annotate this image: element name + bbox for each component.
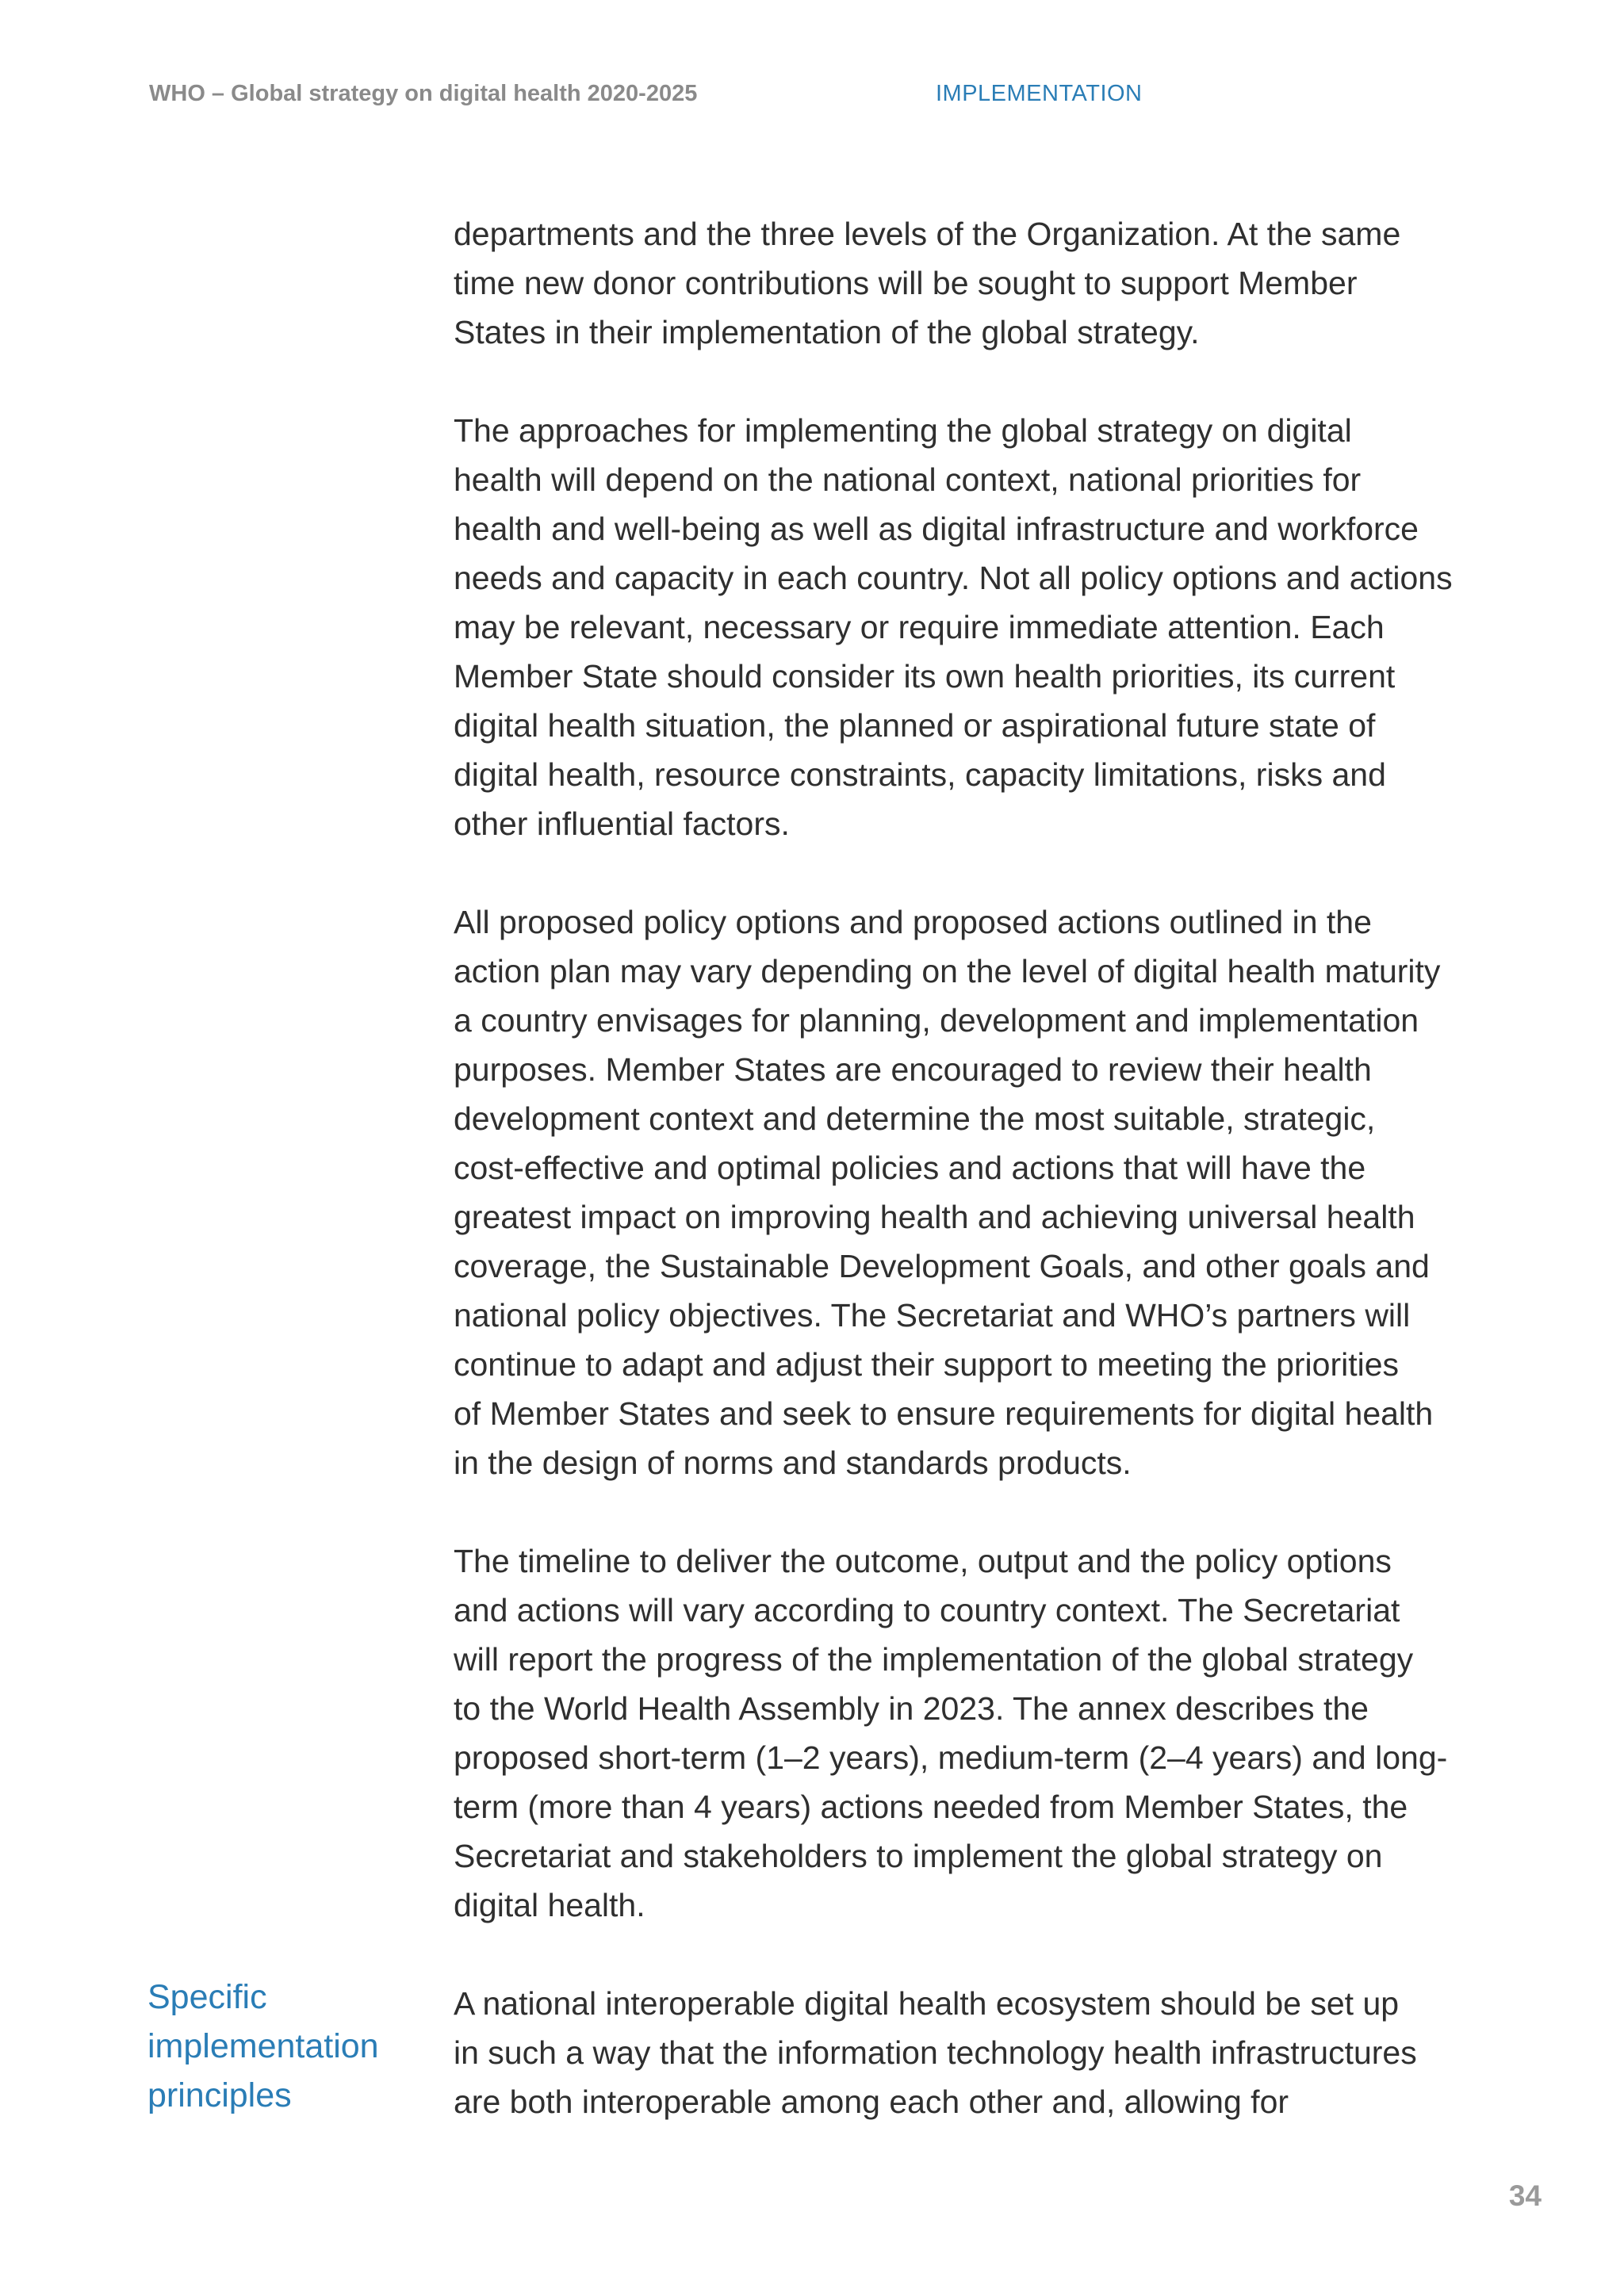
text-line: A national interoperable digital health ecosystem should be set up [454, 1985, 1400, 2022]
text-line: needs and capacity in each country. Not all policy options and actions [454, 560, 1453, 596]
text-line: term (more than 4 years) actions needed from Member States, the [454, 1789, 1408, 1825]
text-line: Member State should consider its own health priorities, its current [454, 658, 1396, 695]
text-line: health will depend on the national context, national priorities for [454, 461, 1362, 498]
paragraph-timeline [454, 1536, 1516, 1930]
text-line: action plan may vary depending on the level of digital health maturity [454, 953, 1441, 989]
text-line: The approaches for implementing the global strategy on digital [454, 412, 1352, 449]
paragraph-policy-options [454, 897, 1516, 1487]
text-line: digital health. [454, 1887, 645, 1923]
side-heading-line: Specific [147, 1978, 267, 2016]
text-line: States in their implementation of the global strategy. [454, 314, 1200, 350]
text-line: The timeline to deliver the outcome, output and the policy options [454, 1543, 1392, 1579]
text-line: Secretariat and stakeholders to implement the global strategy on [454, 1838, 1383, 1874]
paragraph-donor-contributions [454, 209, 1516, 357]
document-title: WHO – Global strategy on digital health 2020-2025 [149, 81, 698, 106]
text-line: are both interoperable among each other and, allowing for [454, 2084, 1289, 2120]
page-number: 34 [1508, 2179, 1542, 2212]
text-line: time new donor contributions will be sought to support Member [454, 265, 1358, 301]
text-line: greatest impact on improving health and achieving universal health [454, 1199, 1415, 1235]
text-line: to the World Health Assembly in 2023. The annex describes the [454, 1690, 1369, 1727]
side-heading-line: principles [147, 2076, 292, 2114]
text-line: may be relevant, necessary or require immediate attention. Each [454, 609, 1385, 645]
text-line: of Member States and seek to ensure requirements for digital health [454, 1395, 1434, 1432]
text-line: in the design of norms and standards products. [454, 1445, 1132, 1481]
text-line: a country envisages for planning, development and implementation [454, 1002, 1419, 1039]
paragraph-interoperable-ecosystem [454, 1979, 1516, 2126]
text-line: coverage, the Sustainable Development Goals, and other goals and [454, 1248, 1430, 1284]
paragraph-implementation-approaches [454, 406, 1516, 848]
text-line: national policy objectives. The Secretariat and WHO’s partners will [454, 1297, 1411, 1334]
text-line: departments and the three levels of the Organization. At the same [454, 216, 1401, 252]
text-line: will report the progress of the implementation of the global strategy [454, 1641, 1414, 1678]
text-line: digital health situation, the planned or aspirational future state of [454, 707, 1376, 744]
text-line: health and well-being as well as digital infrastructure and workforce [454, 511, 1419, 547]
text-line: proposed short-term (1–2 years), medium-term (2–4 years) and long- [454, 1739, 1448, 1776]
text-line: digital health, resource constraints, capacity limitations, risks and [454, 756, 1386, 793]
text-line: All proposed policy options and proposed actions outlined in the [454, 904, 1372, 940]
text-line: other influential factors. [454, 806, 790, 842]
text-line: continue to adapt and adjust their support to meeting the priorities [454, 1346, 1400, 1383]
side-heading-line: implementation [147, 2027, 379, 2065]
text-line: in such a way that the information technology health infrastructures [454, 2034, 1417, 2071]
text-line: cost-effective and optimal policies and actions that will have the [454, 1150, 1366, 1186]
text-line: development context and determine the most suitable, strategic, [454, 1100, 1376, 1137]
section-label: IMPLEMENTATION [936, 81, 1143, 106]
text-line: and actions will vary according to country context. The Secretariat [454, 1592, 1400, 1628]
side-heading-implementation-principles [147, 1973, 417, 2120]
body-text-column [454, 209, 1516, 2126]
text-line: purposes. Member States are encouraged to review their health [454, 1051, 1372, 1088]
